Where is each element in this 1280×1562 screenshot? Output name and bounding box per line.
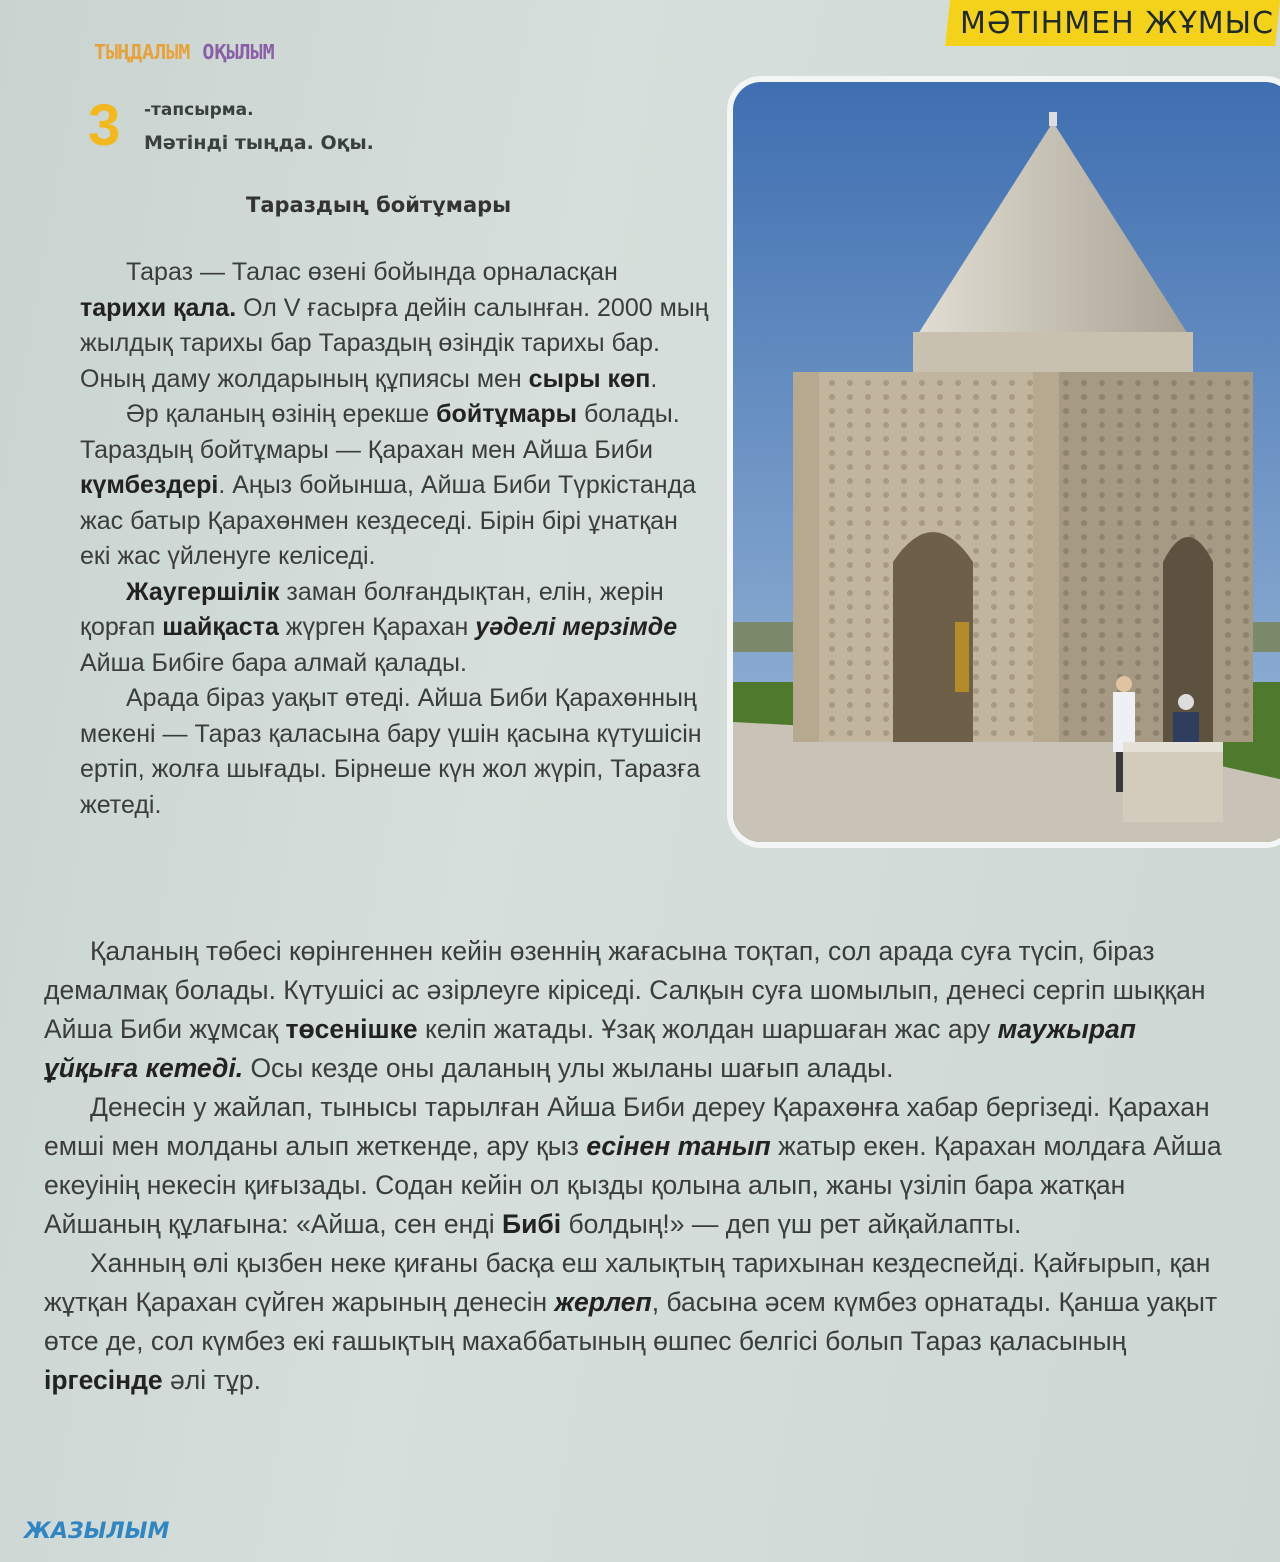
paragraph-3 (80, 575, 710, 682)
paragraph-1-bold-1: тарихи қала. (80, 293, 237, 322)
section-listening: ТЫҢДАЛЫМ (94, 40, 191, 64)
paragraph-3-text: заман болғандықтан, елін, жерін қорғап (80, 577, 664, 641)
paragraph-1-text-2: Ол V ғасырға дейін салынған. 2000 мың жылдық тарихы бар Тараздың өзіндік тарихы бар. Оның даму жолдарының құпиясы мен (80, 293, 709, 393)
text-body-upper (80, 255, 710, 823)
paragraph-3-bold-1: Жаугершілік (126, 577, 280, 606)
task-number: 3 (88, 93, 121, 158)
text-title: Тараздың бойтұмары (246, 193, 512, 217)
paragraph-4: Арада біраз уақыт өтеді. Айша Биби Қарахөнның мекені — Тараз қаласына бару үшін қасына күтушісін ертіп, жолға шығады. Бірнеше күн жол жүріп, Таразға жетеді. (80, 684, 702, 819)
paragraph-5-italic: маужырап ұйқыға кетеді. (44, 1014, 1136, 1083)
paragraph-1-text: Тараз — Талас өзені бойында орналасқан (126, 258, 618, 286)
paragraph-7-text-2: , басына әсем күмбез орнатады. Қанша уақыт өтсе де, сол күмбез екі ғашықтың махаббатының өшпес белгісі болып Тараз қаласының (44, 1287, 1218, 1356)
paragraph-6 (44, 1088, 1234, 1244)
text-body-lower (44, 932, 1234, 1400)
paragraph-2-text: Әр қаланың өзінің ерекше (126, 400, 437, 428)
paragraph-2-bold-1: бойтұмары (436, 400, 578, 428)
section-reading: ОҚЫЛЫМ (202, 40, 275, 64)
paragraph-2-end: . Аңыз бойынша, Айша Биби Түркістанда жас батыр Қарахөнмен кездеседі. Бірін бірі ұнатқан екі жас үйленуге келіседі. (80, 471, 697, 570)
paragraph-5-text-2: келіп жатады. Ұзақ жолдан шаршаған жас ару (417, 1014, 998, 1044)
task-label: -тапсырма. (144, 100, 254, 120)
paragraph-2-text-2: болады. Тараздың бойтұмары — Қарахан мен Айша Биби (80, 400, 680, 464)
paragraph-7-text: Ханның өлі қызбен неке қиғаны басқа еш халықтың тарихынан кездеспейді. Қайғырып, қан жұтқан Қарахан сүйген жарының денесін (44, 1248, 1211, 1317)
paragraph-1-end: . (650, 364, 658, 393)
paragraph-3-text-2: жүрген Қарахан (278, 613, 476, 641)
paragraph-1-bold-2: сыры көп (528, 364, 651, 393)
paragraph-5-text: Қаланың төбесі көрінгеннен кейін өзеннің жағасына тоқтап, сол арада суға түсіп, біраз демалмақ болады. Күтушісі ас әзірлеуге кіріседі. Салқын суға шомылып, денесі сергіп шыққан Айша Биби жұмсақ (44, 936, 1206, 1044)
paragraph-6-text: Денесін у жайлап, тынысы тарылған Айша Биби дереу Қарахөнға хабар бергізеді. Қарахан емші мен молданы алып жеткенде, ару қыз (44, 1092, 1210, 1161)
footer-section-heading: ЖАЗЫЛЫМ (24, 1519, 170, 1544)
mausoleum-photo (733, 82, 1280, 842)
paragraph-7-end: әлі тұр. (162, 1365, 261, 1395)
paragraph-7-bold: іргесінде (44, 1365, 163, 1395)
paragraph-3-end: Айша Бибіге бара алмай қалады. (80, 648, 467, 677)
paragraph-6-italic: есінен танып (586, 1131, 771, 1161)
paragraph-5 (44, 932, 1234, 1088)
mausoleum-illustration (733, 82, 1280, 842)
section-banner-label: МӘТІНМЕН ЖҰМЫС (960, 6, 1275, 41)
paragraph-7 (44, 1244, 1234, 1400)
paragraph-5-end: Осы кезде оны даланың улы жыланы шағып алады. (243, 1053, 894, 1083)
paragraph-2 (80, 397, 710, 575)
paragraph-6-text-2: жатыр екен. Қарахан молдаға Айша екеуінің некесін қиғызады. Содан кейін ол қызды қолына алып, жаны үзіліп бара жатқан Айшаның құлағына: «Айша, сен енді (44, 1131, 1222, 1239)
paragraph-3-bold-2: шайқаста (162, 613, 279, 641)
section-heading (94, 40, 275, 64)
paragraph-2-bold-2: күмбездері (80, 471, 219, 499)
paragraph-3-italic: уәделі мерзімде (475, 613, 678, 641)
paragraph-5-bold: төсенішке (285, 1014, 418, 1044)
paragraph-6-bold: Бибі (502, 1209, 562, 1239)
paragraph-7-italic: жерлеп (554, 1287, 652, 1317)
paragraph-1 (80, 255, 710, 397)
task-instruction: Мәтінді тыңда. Оқы. (144, 132, 374, 154)
paragraph-6-end: болдың!» — деп үш рет айқайлапты. (561, 1209, 1022, 1239)
